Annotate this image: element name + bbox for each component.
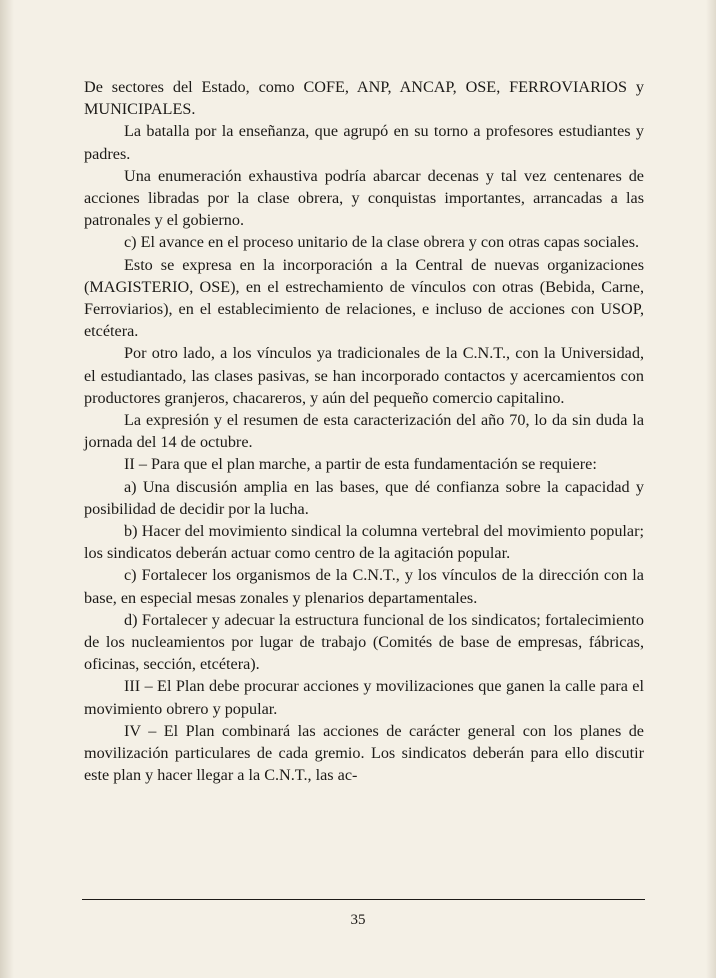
- footer-rule: [82, 899, 645, 900]
- paragraph-item-d: d) Fortalecer y adecuar la estructura funcional de los sindicatos; fortalecimiento de los nucleamientos por lugar de trabajo (Comités de base de empresas, fábricas, oficinas, sección, etcétera).: [84, 610, 644, 674]
- paragraph-item-a: a) Una discusión amplia en las bases, que dé confianza sobre la capacidad y posibilidad de decidir por la lucha.: [84, 477, 644, 518]
- paragraph-section-ii: II – Para que el plan marche, a partir de esta fundamentación se requiere:: [124, 455, 597, 474]
- paragraph-item-c-unitario: c) El avance en el proceso unitario de la clase obrera y con otras capas sociales.: [124, 233, 640, 252]
- page-number: 35: [350, 912, 366, 928]
- paragraph-section-iii: III – El Plan debe procurar acciones y movilizaciones que ganen la calle para el movimiento obrero y popular.: [84, 677, 644, 718]
- page-edge-left: [0, 0, 14, 978]
- paragraph-incorporacion: Esto se expresa en la incorporación a la Central de nuevas organizaciones (MAGISTERIO, OSE), en el estrechamiento de vínculos con otras (Bebida, Carne, Ferroviarios), en el establecimiento de relaciones, e incluso de acciones con USOP, etcétera.: [84, 255, 644, 341]
- paragraph-ensenanza: La batalla por la enseñanza, que agrupó en su torno a profesores estudiantes y padres.: [84, 122, 644, 163]
- paragraph-section-iv: IV – El Plan combinará las acciones de carácter general con los planes de movilización particulares de cada gremio. Los sindicatos deberán para ello discutir este plan y hacer llegar a la C.N.T., las ac-: [84, 721, 644, 785]
- paragraph-item-b: b) Hacer del movimiento sindical la columna vertebral del movimiento popular; los sindicatos deberán actuar como centro de la agitación popular.: [84, 522, 644, 563]
- paragraph-estado-sectores: De sectores del Estado, como COFE, ANP, ANCAP, OSE, FERROVIARIOS y MUNICIPALES.: [84, 78, 644, 119]
- paragraph-enumeracion: Una enumeración exhaustiva podría abarcar decenas y tal vez centenares de acciones libradas por la clase obrera, y conquistas importantes, arrancadas a las patronales y el gobierno.: [84, 166, 644, 230]
- page-edge-right: [706, 0, 716, 978]
- paragraph-item-c-organismos: c) Fortalecer los organismos de la C.N.T., y los vínculos de la dirección con la base, en especial mesas zonales y plenarios departamentales.: [84, 566, 644, 607]
- body-text: [84, 76, 644, 787]
- paragraph-vinculos: Por otro lado, a los vínculos ya tradicionales de la C.N.T., con la Universidad, el estudiantado, las clases pasivas, se han incorporado contactos y acercamientos con productores granjeros, chacareros, y aún del pequeño comercio capitalino.: [84, 344, 644, 407]
- paragraph-expresion: La expresión y el resumen de esta caracterización del año 70, lo da sin duda la jornada del 14 de octubre.: [84, 411, 644, 452]
